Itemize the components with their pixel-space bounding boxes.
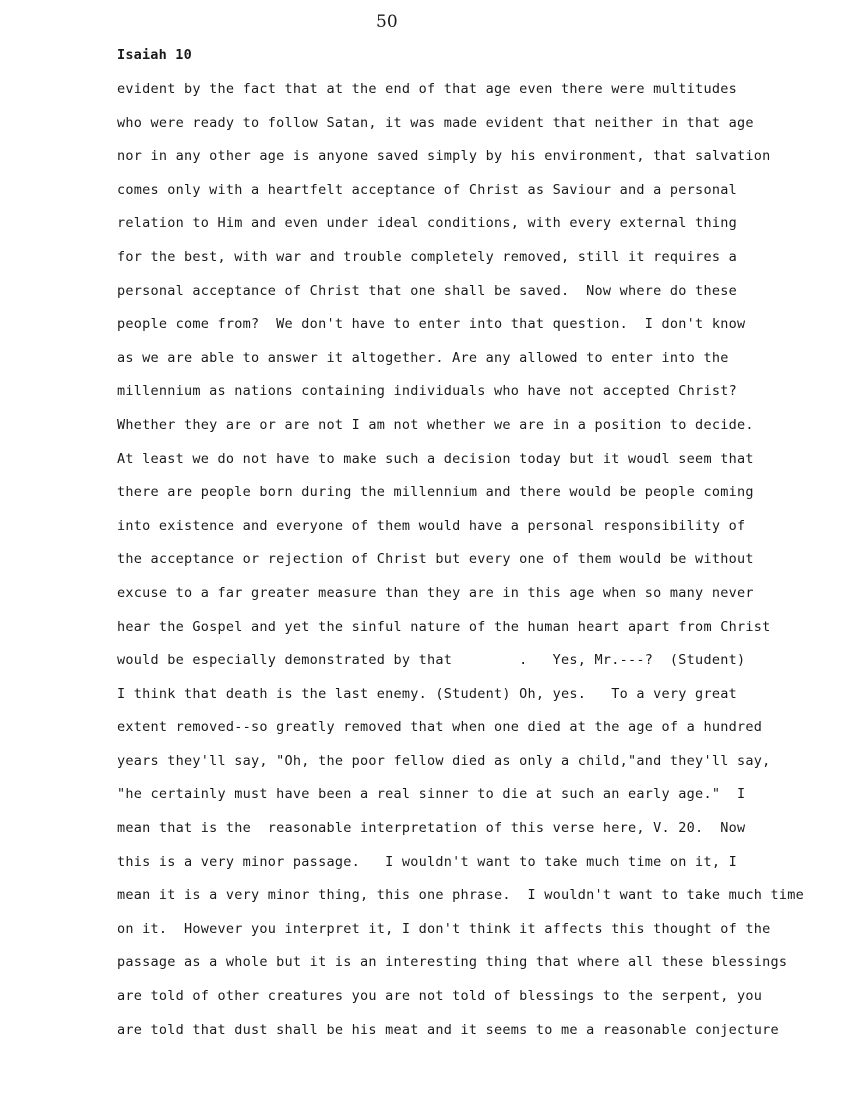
text-line: passage as a whole but it is an interesting thing that where all these blessings (117, 954, 788, 971)
text-line: are told of other creatures you are not told of blessings to the serpent, you (117, 988, 763, 1005)
text-line: personal acceptance of Christ that one shall be saved. Now where do these (117, 282, 737, 299)
running-head: Isaiah 10 (117, 47, 192, 63)
text-line: are told that dust shall be his meat and it seems to me a reasonable conjecture (117, 1021, 779, 1038)
text-line: years they'll say, "Oh, the poor fellow died as only a child,"and they'll say, (117, 752, 771, 769)
text-line: comes only with a heartfelt acceptance of Christ as Saviour and a personal (117, 181, 737, 198)
text-line: Whether they are or are not I am not whether we are in a position to decide. (117, 416, 754, 433)
text-line: mean it is a very minor thing, this one phrase. I wouldn't want to take much time (117, 887, 804, 904)
text-line: hear the Gospel and yet the sinful nature of the human heart apart from Christ (117, 618, 771, 635)
text-line: into existence and everyone of them would have a personal responsibility of (117, 517, 746, 534)
text-line: I think that death is the last enemy. (Student) Oh, yes. To a very great (117, 685, 737, 702)
text-line: the acceptance or rejection of Christ but every one of them would be without (117, 551, 754, 568)
text-line: millennium as nations containing individuals who have not accepted Christ? (117, 383, 737, 400)
text-line: extent removed--so greatly removed that when one died at the age of a hundred (117, 719, 763, 736)
text-line: nor in any other age is anyone saved simply by his environment, that salvation (117, 148, 771, 165)
text-line: excuse to a far greater measure than they are in this age when so many never (117, 584, 754, 601)
text-line: people come from? We don't have to enter into that question. I don't know (117, 316, 746, 333)
body-text (117, 78, 827, 1052)
text-line: as we are able to answer it altogether. Are any allowed to enter into the (117, 349, 729, 366)
text-line: relation to Him and even under ideal conditions, with every external thing (117, 215, 737, 232)
text-line: for the best, with war and trouble completely removed, still it requires a (117, 248, 737, 265)
text-line: At least we do not have to make such a decision today but it woudl seem that (117, 450, 754, 467)
text-line: there are people born during the millennium and there would be people coming (117, 484, 754, 501)
page-number: 50 (376, 12, 398, 32)
text-line: "he certainly must have been a real sinner to die at such an early age." I (117, 786, 746, 803)
text-line: mean that is the reasonable interpretation of this verse here, V. 20. Now (117, 820, 746, 837)
text-line: who were ready to follow Satan, it was made evident that neither in that age (117, 114, 754, 131)
text-line: evident by the fact that at the end of that age even there were multitudes (117, 81, 737, 97)
text-line: this is a very minor passage. I wouldn't want to take much time on it, I (117, 853, 737, 870)
text-line: on it. However you interpret it, I don't think it affects this thought of the (117, 920, 771, 937)
text-line: would be especially demonstrated by that . Yes, Mr.---? (Student) (117, 652, 746, 669)
